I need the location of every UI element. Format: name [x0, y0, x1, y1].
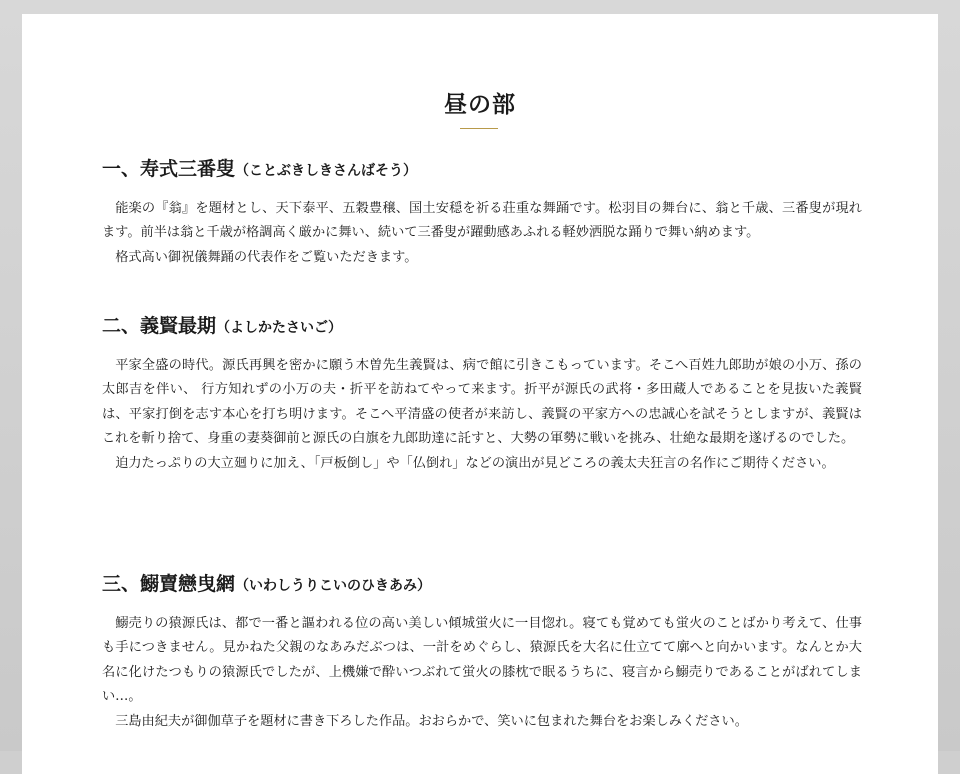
program-description [102, 197, 862, 270]
program-title: 二、義賢最期 [102, 315, 217, 337]
program-heading [102, 572, 862, 598]
description-paragraph: 平家全盛の時代。源氏再興を密かに願う木曽先生義賢は、病で館に引きこもっています。そこへ百姓九郎助が娘の小万、孫の太郎吉を伴い、 行方知れずの小万の夫・折平を訪ねてやって来ます。折平が源氏の武将・多田蔵人であることを見抜いた義賢は、平家打倒を志す本心を打ち明けます。そこへ平清盛の使者が来訪し、義賢の平家方への忠誠心を試そうとしますが、義賢はこれを斬り捨て、身重の妻葵御前と源氏の白旗を九郎助達に託すと、大勢の軍勢に戦いを挑み、壮絶な最期を遂げるのでした。 [102, 358, 862, 447]
program-heading [102, 157, 862, 183]
program-reading: （いわしうりこいのひきあみ） [235, 578, 432, 594]
program-description [102, 612, 862, 734]
program-title: 一、寿式三番叟 [102, 158, 236, 180]
program-reading: （よしかたさいご） [216, 320, 343, 336]
description-paragraph: 迫力たっぷりの大立廻りに加え、「戸板倒し」や「仏倒れ」などの演出が見どころの義太夫狂言の名作にご期待ください。 [115, 455, 835, 471]
description-paragraph: 鰯売りの猿源氏は、都で一番と謳われる位の高い美しい傾城蛍火に一目惚れ。寝ても覚めても蛍火のことばかり考えて、仕事も手につきません。見かねた父親のなあみだぶつは、一計をめぐらし、猿源氏を大名に仕立てて廓へと向かいます。なんとか大名に化けたつもりの猿源氏でしたが、上機嫌で酔いつぶれて蛍火の膝枕で眠るうちに、寝言から鰯売りであることがばれてしまい…。 [102, 616, 862, 705]
program-section-1 [102, 157, 862, 270]
program-reading: （ことぶきしきさんばそう） [235, 163, 418, 179]
description-paragraph: 三島由紀夫が御伽草子を題材に書き下ろした作品。おおらかで、笑いに包まれた舞台をお楽しみください。 [115, 713, 748, 729]
description-paragraph: 能楽の『翁』を題材とし、天下泰平、五穀豊穣、国土安穏を祈る荘重な舞踊です。松羽目の舞台に、翁と千歳、三番叟が現れます。前半は翁と千歳が格調高く厳かに舞い、続いて三番叟が躍動感あふれる軽妙洒脱な踊りで舞い納めます。 [102, 201, 862, 241]
description-paragraph: 格式高い御祝儀舞踊の代表作をご覧いただきます。 [115, 249, 418, 265]
title-underline [460, 128, 498, 129]
program-section-2 [102, 314, 862, 476]
program-heading [102, 314, 862, 340]
program-title: 三、鰯賣戀曳網 [102, 573, 236, 595]
program-section-3 [102, 572, 862, 734]
content-panel [22, 14, 938, 774]
page-title: 昼の部 [444, 91, 516, 118]
program-description [102, 354, 862, 476]
